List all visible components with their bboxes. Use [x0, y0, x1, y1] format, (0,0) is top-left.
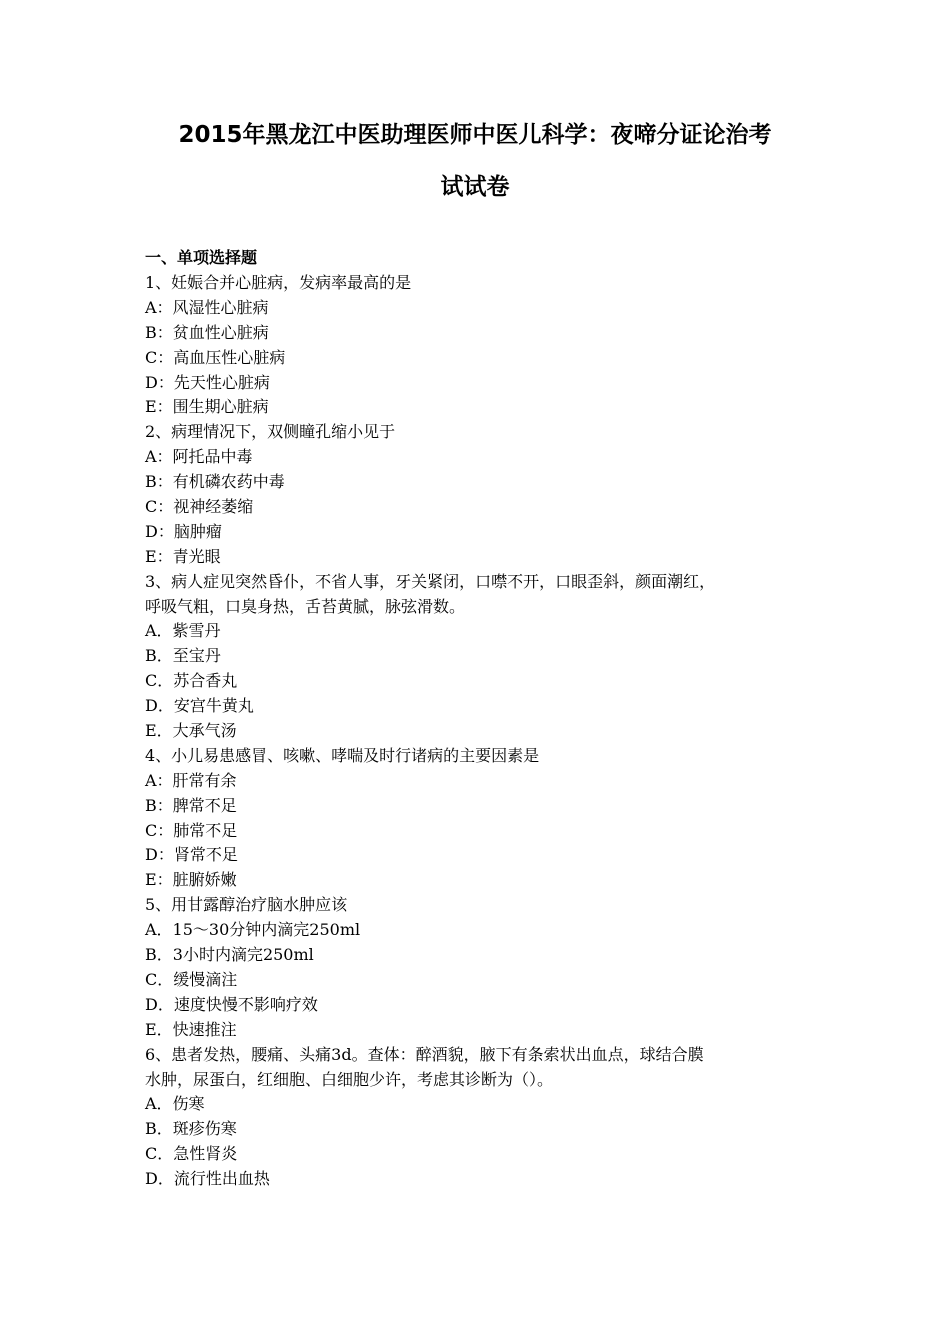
text-line: E：围生期心脏病 [145, 397, 269, 417]
text-line: D．流行性出血热 [145, 1169, 270, 1189]
section-heading: 一、单项选择题 [145, 248, 258, 267]
text-line: B：有机磷农药中毒 [145, 472, 285, 492]
document-title-line-2: 试试卷 [440, 174, 510, 200]
text-line: A．15～30分钟内滴完250ml [145, 920, 361, 940]
question-list [145, 271, 815, 1192]
text-line: B：脾常不足 [145, 795, 237, 815]
document-title-line-1: 2015年黑龙江中医助理医师中医儿科学：夜啼分证论治考 [178, 122, 772, 148]
text-line: D．速度快慢不影响疗效 [145, 994, 318, 1014]
text-line: B：贫血性心脏病 [145, 322, 269, 342]
text-line: C：高血压性心脏病 [145, 347, 286, 367]
text-line: D：脑肿瘤 [145, 521, 222, 541]
text-line: A：风湿性心脏病 [145, 297, 269, 317]
text-line: B．至宝丹 [145, 646, 221, 666]
text-line: A：肝常有余 [145, 770, 237, 790]
text-line: C．急性肾炎 [145, 1144, 238, 1164]
text-line: 水肿，尿蛋白，红细胞、白细胞少许，考虑其诊断为（）。 [145, 1069, 554, 1089]
text-line: 呼吸气粗，口臭身热，舌苔黄腻，脉弦滑数。 [145, 596, 466, 616]
text-line: 1、妊娠合并心脏病，发病率最高的是 [145, 273, 412, 292]
text-line: B．3小时内滴完250ml [145, 945, 314, 965]
text-line: C．苏合香丸 [145, 671, 238, 691]
text-line: D：肾常不足 [145, 845, 238, 865]
text-line: C：视神经萎缩 [145, 497, 254, 517]
text-line: C．缓慢滴注 [145, 969, 238, 989]
text-line: 4、小儿易患感冒、咳嗽、哮喘及时行诸病的主要因素是 [145, 745, 540, 765]
text-line: 5、用甘露醇治疗脑水肿应该 [145, 895, 348, 915]
text-line: E：脏腑娇嫩 [145, 870, 237, 890]
text-line: A：阿托品中毒 [145, 447, 253, 467]
text-line: D．安宫牛黄丸 [145, 696, 254, 716]
text-line: B．斑疹伤寒 [145, 1119, 237, 1139]
text-line: D：先天性心脏病 [145, 372, 270, 392]
text-line: E：青光眼 [145, 546, 221, 566]
text-line: E．快速推注 [145, 1019, 237, 1039]
text-line: E．大承气汤 [145, 721, 237, 741]
text-line: 3、病人症见突然昏仆，不省人事，牙关紧闭，口噤不开，口眼歪斜，颜面潮红， [145, 571, 716, 591]
text-line: A．伤寒 [145, 1094, 205, 1114]
text-line: C：肺常不足 [145, 820, 238, 840]
text-line: 6、患者发热，腰痛、头痛3d。查体：醉酒貌，腋下有条索状出血点，球结合膜 [145, 1044, 704, 1064]
text-line: A．紫雪丹 [145, 621, 221, 641]
text-line: 2、病理情况下，双侧瞳孔缩小见于 [145, 422, 396, 442]
